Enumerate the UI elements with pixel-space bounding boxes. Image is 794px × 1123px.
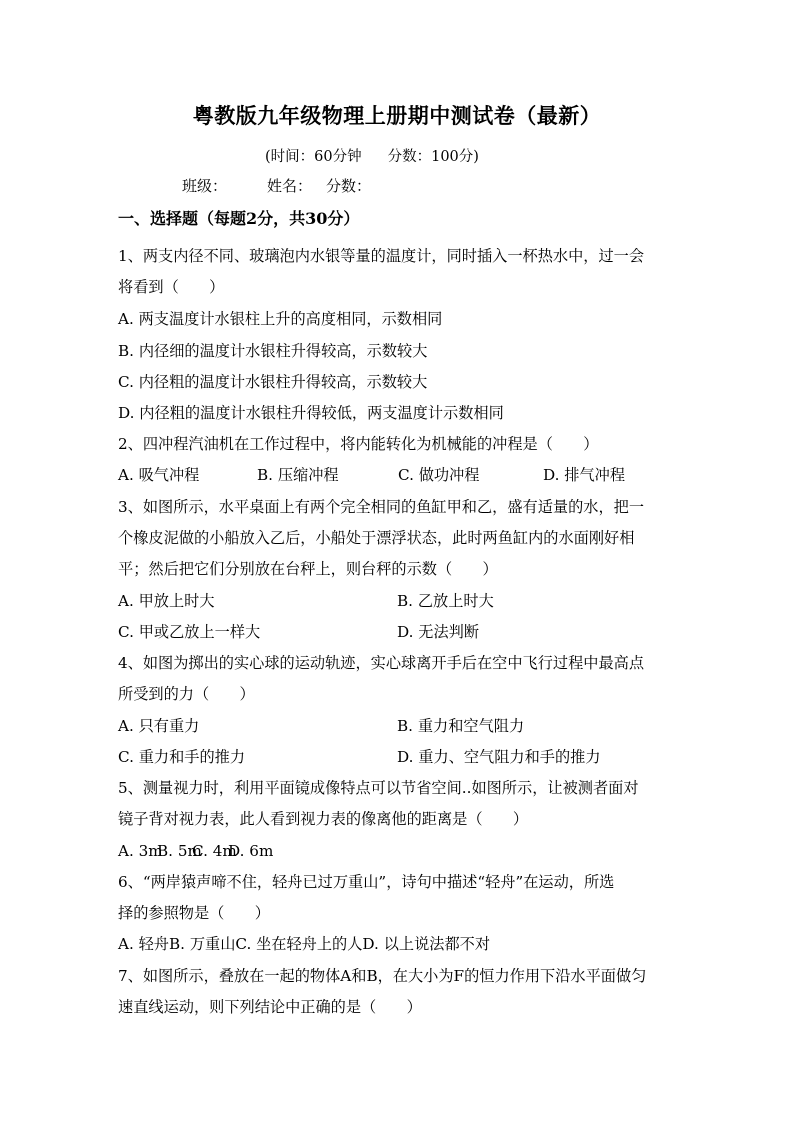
q7-stem-line2: 速直线运动，则下列结论中正确的是（ ） (118, 998, 422, 1016)
q3-stem-line3: 平；然后把它们分别放在台秤上，则台秤的示数（ ） (118, 560, 498, 578)
q6-stem-line2: 择的参照物是（ ） (118, 904, 270, 922)
score-label: 分数： (326, 177, 372, 195)
q5-options (118, 841, 273, 861)
exam-time: (时间：60分钟 (265, 149, 362, 165)
section-heading: 一、选择题（每题2分，共30分） (118, 209, 360, 228)
q2-stem: 2、四冲程汽油机在工作过程中，将内能转化为机械能的冲程是（ ） (118, 435, 599, 453)
q4-option-b: B. 重力和空气阻力 (397, 717, 525, 735)
exam-total-score: 分数：100分) (387, 149, 479, 165)
q2-option-b: B. 压缩冲程 (257, 466, 339, 484)
q6-stem-line1: 6、“两岸猿声啼不住，轻舟已过万重山”，诗句中描述“轻舟”在运动，所选 (118, 873, 615, 891)
q2-options (118, 465, 625, 485)
q2-option-a: A. 吸气冲程 (118, 466, 200, 484)
exam-title: 粤教版九年级物理上册期中测试卷（最新） (192, 103, 602, 128)
q3-option-b: B. 乙放上时大 (397, 592, 494, 610)
name-label: 姓名： (267, 177, 313, 195)
q1-option-d: D. 内径粗的温度计水银柱升得较低，两支温度计示数相同 (118, 404, 504, 422)
q1-option-c: C. 内径粗的温度计水银柱升得较高，示数较大 (118, 373, 428, 391)
q2-option-c: C. 做功冲程 (398, 466, 480, 484)
q3-stem-line1: 3、如图所示，水平桌面上有两个完全相同的鱼缸甲和乙，盛有适量的水，把一 (118, 498, 645, 516)
q1-option-b: B. 内径细的温度计水银柱升得较高，示数较大 (118, 342, 428, 360)
q7-stem-line1: 7、如图所示，叠放在一起的物体A和B，在大小为F的恒力作用下沿水平面做匀 (118, 967, 647, 985)
class-label: 班级： (182, 177, 228, 195)
q1-stem-line2: 将看到（ ） (118, 278, 225, 296)
q4-option-a: A. 只有重力 (118, 717, 200, 735)
q5-option-b: B. 5m (157, 842, 202, 860)
q3-stem-line2: 个橡皮泥做的小船放入乙后，小船处于漂浮状态，此时两鱼缸内的水面刚好相 (118, 529, 635, 547)
q4-stem-line2: 所受到的力（ ） (118, 685, 255, 703)
q1-option-a: A. 两支温度计水银柱上升的高度相同，示数相同 (118, 310, 443, 328)
q5-option-a: A. 3m (118, 842, 163, 860)
q3-option-d: D. 无法判断 (397, 623, 480, 641)
q4-stem-line1: 4、如图为掷出的实心球的运动轨迹，实心球离开手后在空中飞行过程中最高点 (118, 654, 645, 672)
exam-time-score (265, 145, 479, 166)
q6-options: A. 轻舟B. 万重山C. 坐在轻舟上的人D. 以上说法都不对 (118, 935, 491, 953)
q5-option-d: D. 6m (228, 842, 274, 860)
student-info (182, 175, 371, 196)
q3-option-c: C. 甲或乙放上一样大 (118, 623, 261, 641)
q5-option-c: C. 4m (192, 842, 237, 860)
q2-option-d: D. 排气冲程 (543, 466, 626, 484)
q1-stem-line1: 1、两支内径不同、玻璃泡内水银等量的温度计，同时插入一杯热水中，过一会 (118, 247, 645, 265)
q5-stem-line1: 5、测量视力时，利用平面镜成像特点可以节省空间..如图所示，让被测者面对 (118, 779, 639, 797)
q4-option-d: D. 重力、空气阻力和手的推力 (397, 748, 601, 766)
q4-option-c: C. 重力和手的推力 (118, 748, 246, 766)
q3-option-a: A. 甲放上时大 (118, 592, 215, 610)
q5-stem-line2: 镜子背对视力表，此人看到视力表的像离他的距离是（ ） (118, 810, 529, 828)
